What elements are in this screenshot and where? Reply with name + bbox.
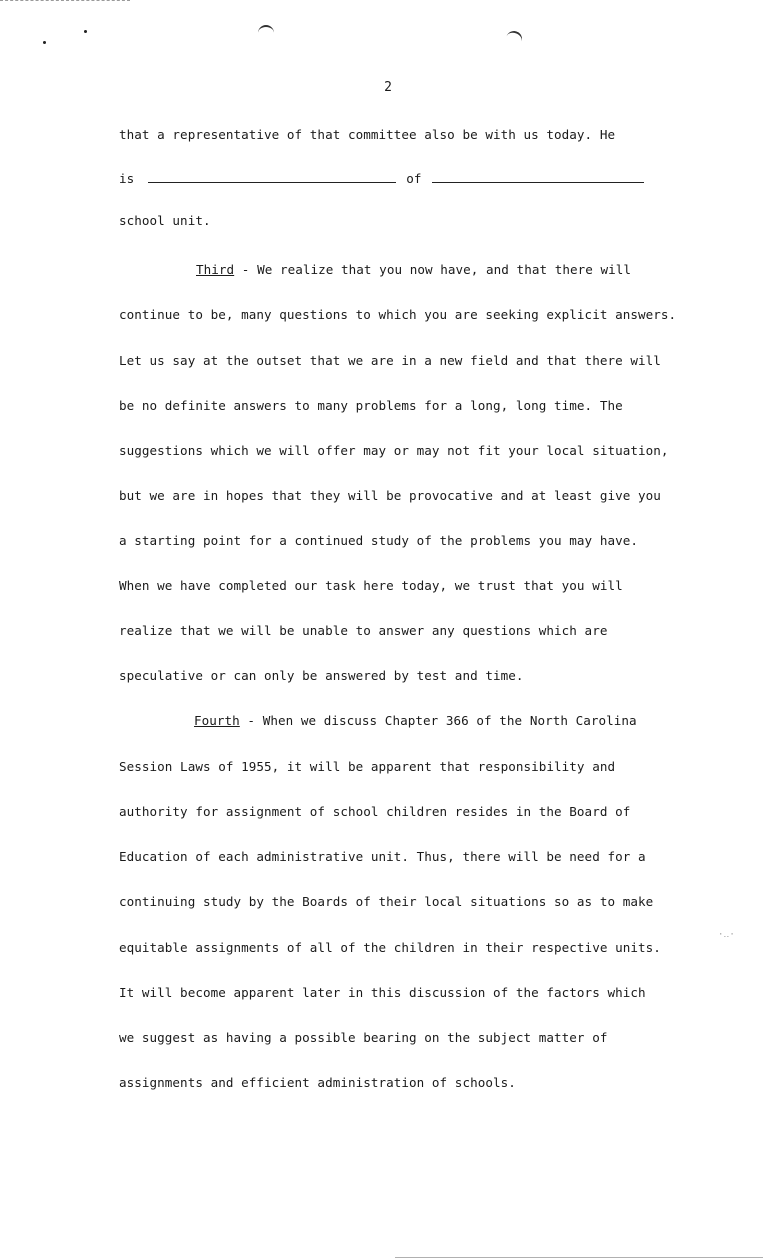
blank-field-unit [432, 170, 644, 183]
paragraph-third-text: - We realize that you now have, and that there will [234, 262, 632, 277]
text-line: be no definite answers to many problems for a long, long time. The [119, 398, 623, 413]
text-line: Let us say at the outset that we are in a new field and that there will [119, 353, 661, 368]
paragraph-fourth-text: - When we discuss Chapter 366 of the North Carolina [239, 713, 637, 728]
text-line: school unit. [119, 213, 211, 228]
text-line: Education of each administrative unit. Thus, there will be need for a [119, 849, 646, 864]
fill-in-middle: of [406, 171, 422, 186]
blank-field-name [148, 170, 396, 183]
text-line: equitable assignments of all of the children in their respective units. [119, 940, 661, 955]
paragraph-third-lead [196, 262, 631, 277]
fill-in-prefix: is [119, 171, 135, 186]
text-line: assignments and efficient administration of schools. [119, 1075, 516, 1090]
text-line: Session Laws of 1955, it will be apparent that responsibility and [119, 759, 616, 774]
punch-hole-mark [504, 29, 525, 50]
fill-in-line [119, 170, 644, 186]
scan-speck: ·‥· [718, 930, 735, 940]
text-line: authority for assignment of school children resides in the Board of [119, 804, 631, 819]
text-line: continuing study by the Boards of their local situations so as to make [119, 894, 654, 909]
text-line: but we are in hopes that they will be provocative and at least give you [119, 488, 661, 503]
text-line: It will become apparent later in this discussion of the factors which [119, 985, 646, 1000]
text-line: realize that we will be unable to answer any questions which are [119, 623, 608, 638]
text-line: suggestions which we will offer may or may not fit your local situation, [119, 443, 669, 458]
punch-hole-mark [258, 25, 274, 41]
page-number: 2 [384, 80, 392, 95]
bottom-edge-line [395, 1257, 763, 1258]
paragraph-heading-fourth: Fourth [194, 713, 240, 728]
text-line: When we have completed our task here today, we trust that you will [119, 578, 623, 593]
paragraph-fourth-lead [194, 713, 637, 728]
top-dashed-border [0, 0, 130, 1]
paragraph-heading-third: Third [196, 262, 235, 277]
margin-dot [84, 30, 87, 33]
margin-dot [43, 41, 46, 44]
text-line: a starting point for a continued study of the problems you may have. [119, 533, 638, 548]
text-line: that a representative of that committee also be with us today. He [119, 127, 616, 142]
text-line: continue to be, many questions to which you are seeking explicit answers. [119, 307, 677, 322]
text-line: we suggest as having a possible bearing on the subject matter of [119, 1030, 608, 1045]
text-line: speculative or can only be answered by test and time. [119, 668, 524, 683]
